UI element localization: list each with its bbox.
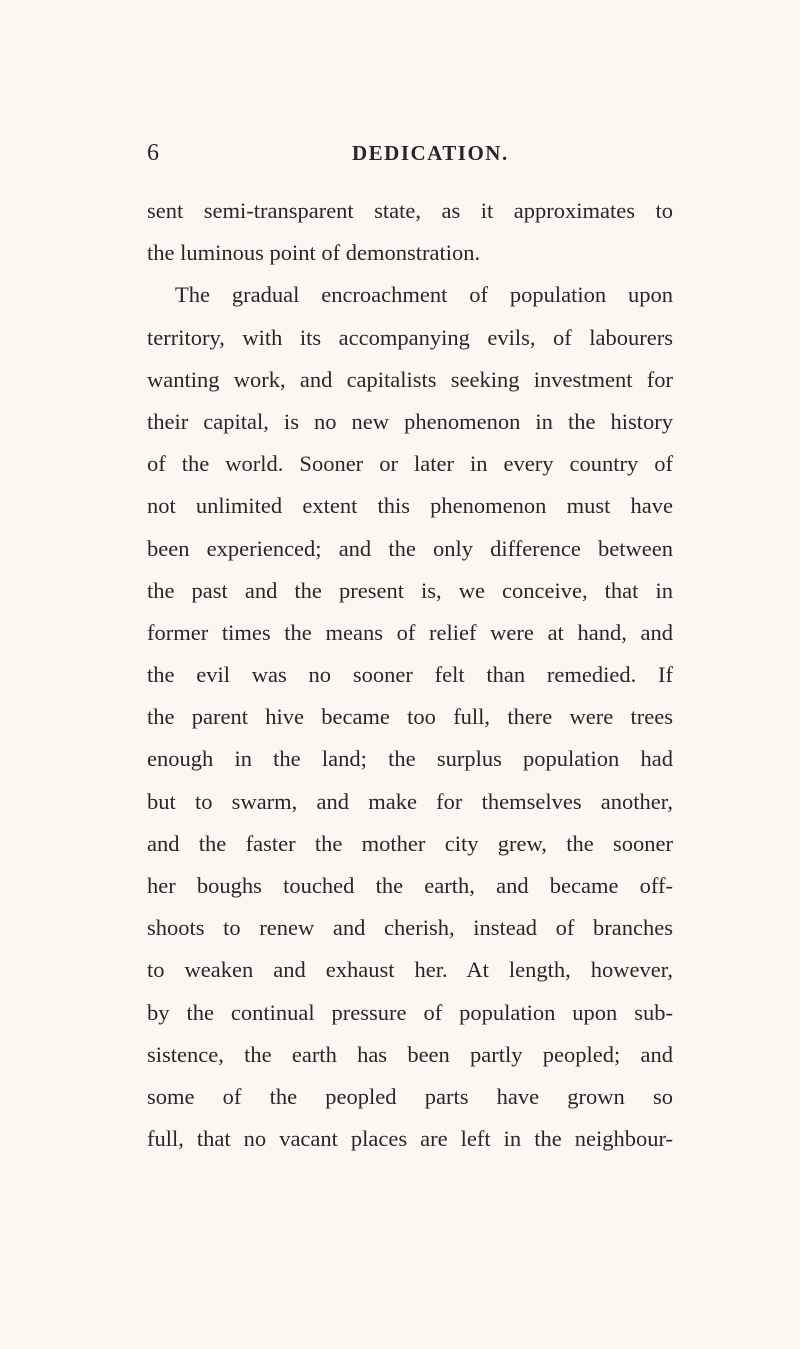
text-line: territory, with its accompanying evils, of labourers <box>147 324 673 350</box>
text-line: her boughs touched the earth, and became off- <box>147 873 673 898</box>
text-line: and the faster the mother city grew, the sooner <box>147 830 673 856</box>
text-line: by the continual pressure of population upon sub- <box>147 999 673 1025</box>
text-line: former times the means of relief were at hand, and <box>147 619 673 645</box>
running-head-title: DEDICATION. <box>352 141 509 165</box>
body-text <box>147 190 673 1160</box>
text-line: not unlimited extent this phenomenon must have <box>147 493 673 519</box>
text-line: enough in the land; the surplus population had <box>147 746 673 772</box>
text-line: sistence, the earth has been partly peopled; and <box>147 1041 673 1067</box>
running-head <box>147 136 677 170</box>
text-line: their capital, is no new phenomenon in the history <box>147 408 673 434</box>
text-line: to weaken and exhaust her. At length, however, <box>147 957 673 983</box>
text-line: the parent hive became too full, there were trees <box>147 704 673 730</box>
text-line: been experienced; and the only difference between <box>147 535 673 561</box>
text-line: wanting work, and capitalists seeking investment for <box>147 366 673 392</box>
page-number: 6 <box>147 140 159 166</box>
text-line: The gradual encroachment of population upon <box>175 282 673 308</box>
text-line: the luminous point of demonstration. <box>147 240 481 266</box>
text-line: of the world. Sooner or later in every country of <box>147 451 673 477</box>
text-line: sent semi-transparent state, as it approximates to <box>147 198 673 223</box>
text-line: full, that no vacant places are left in the neighbour- <box>147 1126 673 1152</box>
text-line: the past and the present is, we conceive, that in <box>147 577 673 603</box>
text-line: but to swarm, and make for themselves another, <box>147 788 673 814</box>
text-line: shoots to renew and cherish, instead of branches <box>147 915 673 941</box>
text-line: some of the peopled parts have grown so <box>147 1083 673 1109</box>
text-line: the evil was no sooner felt than remedied. If <box>147 662 673 688</box>
